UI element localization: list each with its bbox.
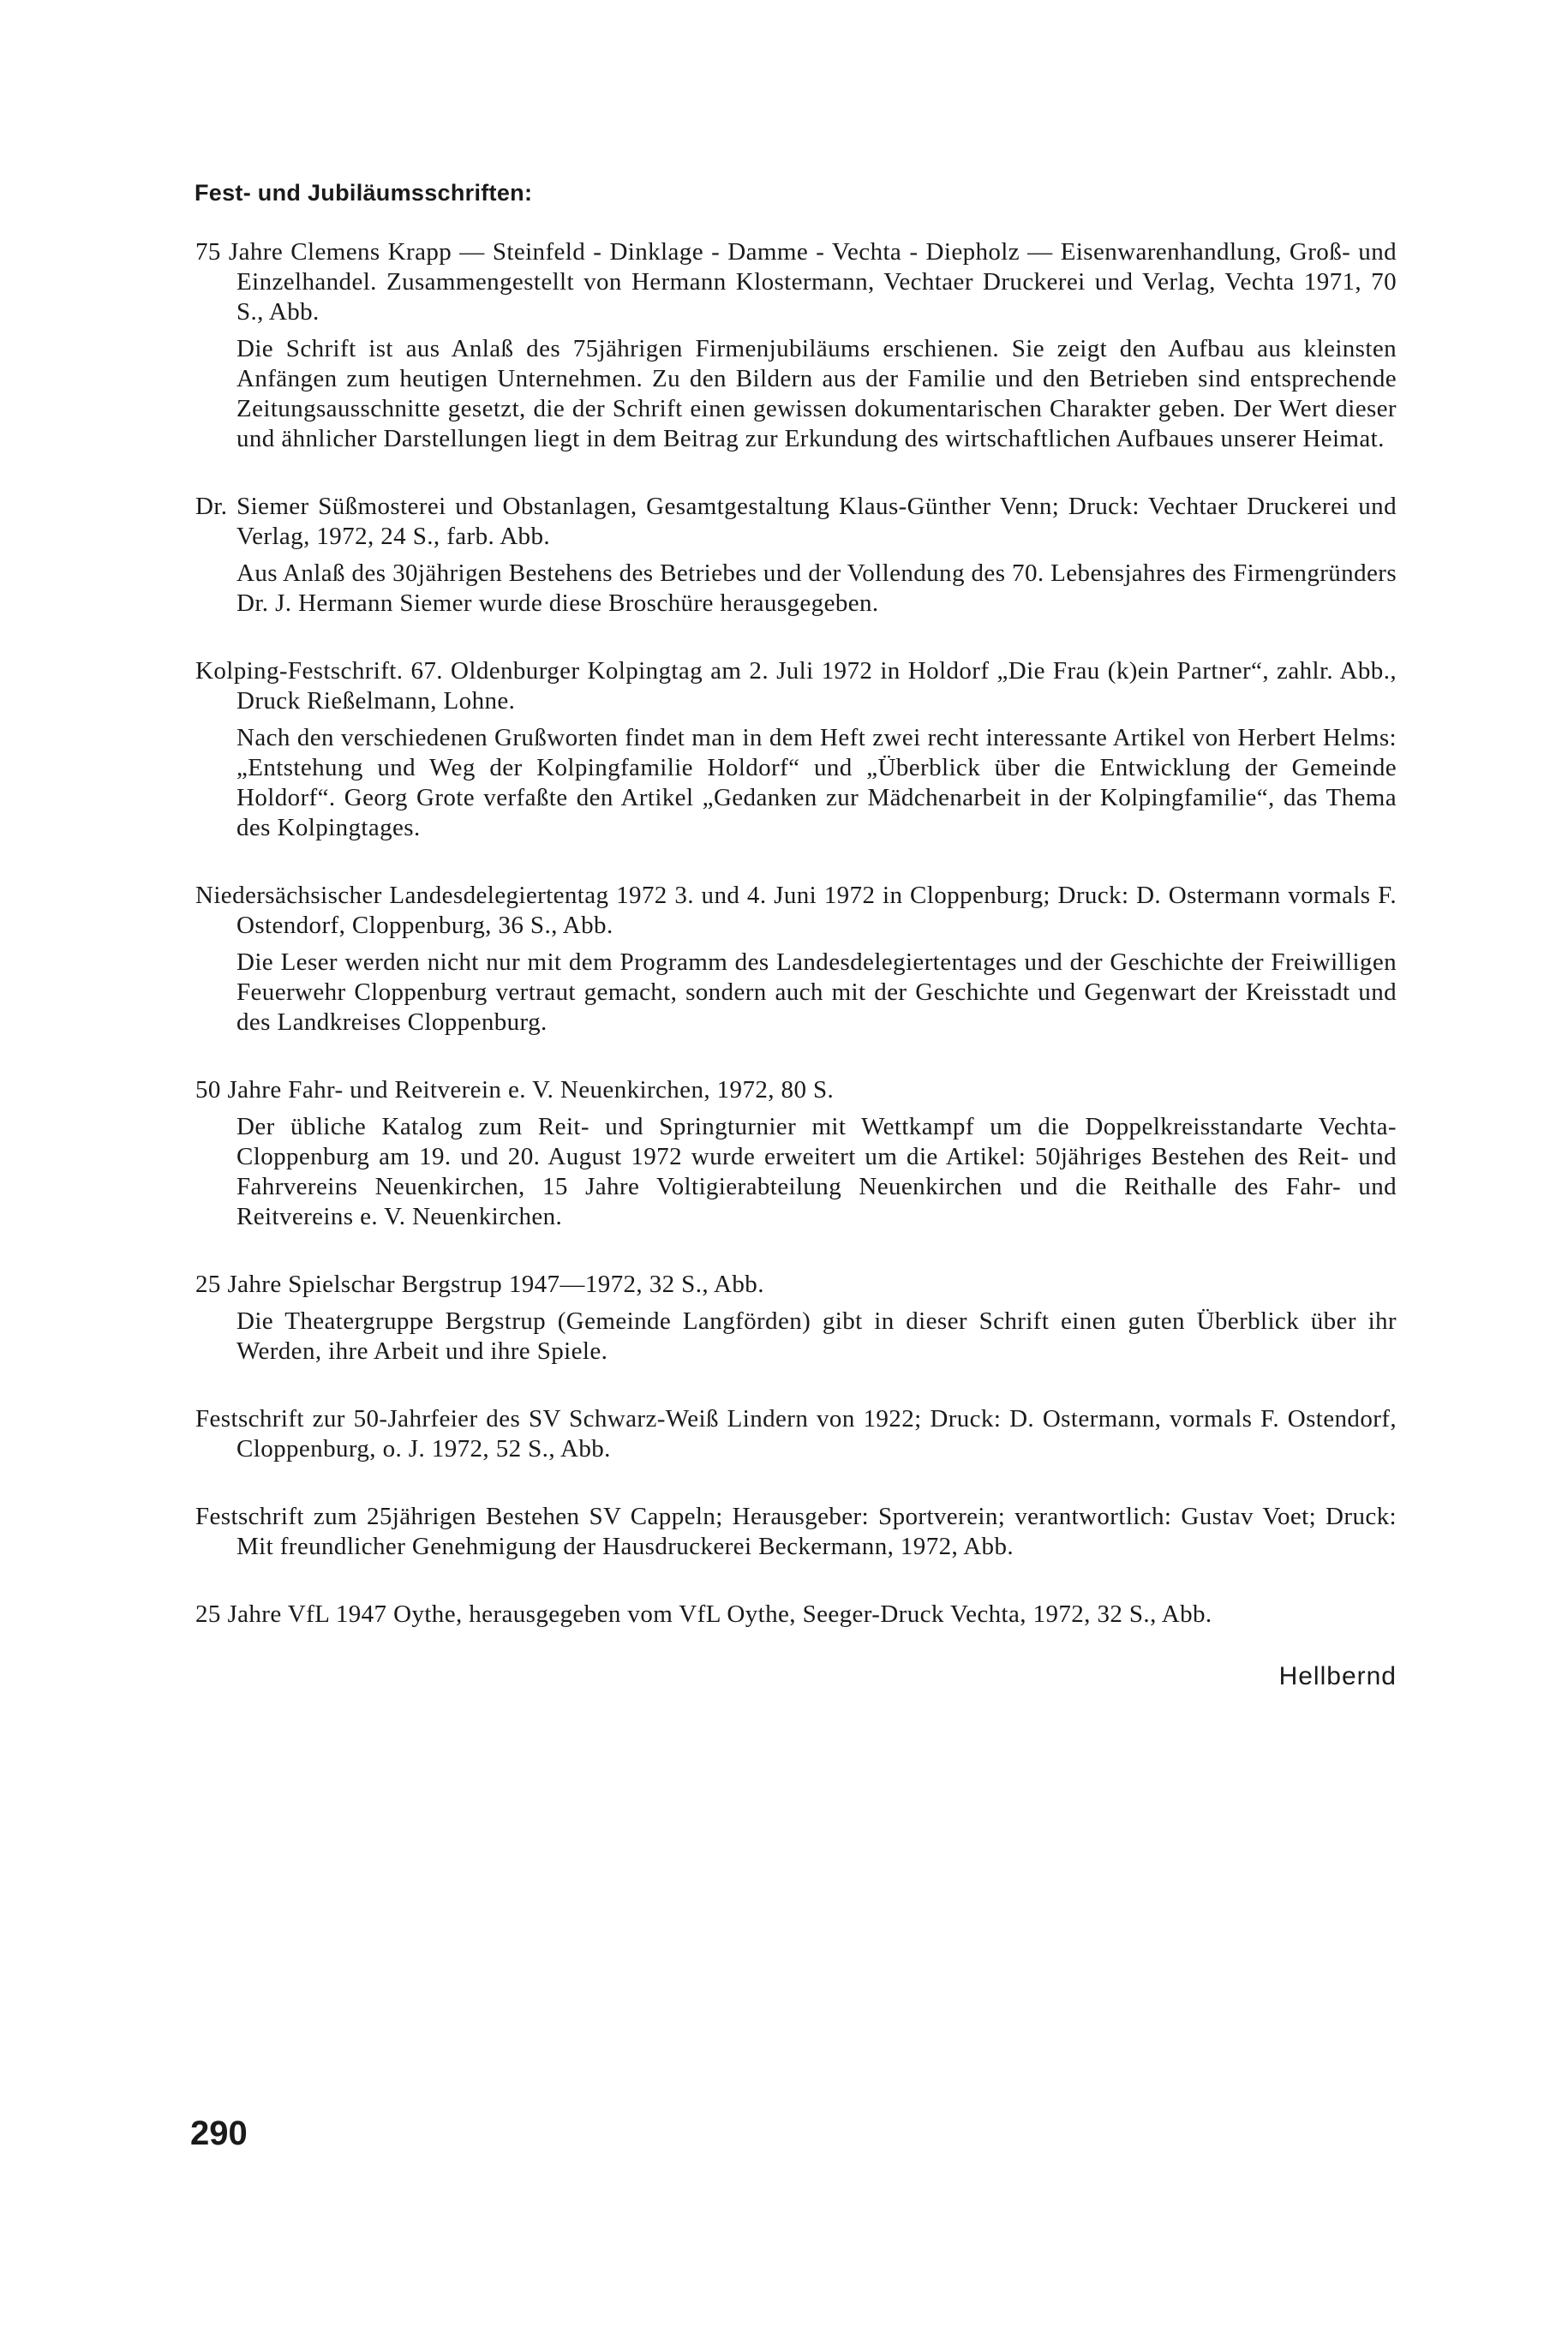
section-heading: Fest- und Jubiläumsschriften:	[195, 180, 533, 206]
entry-reference: 25 Jahre Spielschar Bergstrup 1947—1972, 32 S., Abb.	[195, 1271, 764, 1298]
page-body	[195, 180, 1397, 1691]
entry-reference: Kolping-Festschrift. 67. Oldenburger Kolpingtag am 2. Juli 1972 in Holdorf „Die Frau (k)ein Partner“, zahlr. Abb., Druck Rießelmann, Lohne.	[195, 657, 1397, 715]
entry-reference: Festschrift zum 25jährigen Bestehen SV Cappeln; Herausgeber: Sportverein; verantwortlich: Gustav Voet; Druck: Mit freundlicher Genehmigung der Hausdruckerei Beckermann, 1972, Abb.	[195, 1503, 1397, 1560]
entry-reitverein	[195, 1075, 1397, 1232]
entry-description: Aus Anlaß des 30jährigen Bestehens des Betriebes und der Vollendung des 70. Lebensjahres des Firmengründers Dr. J. Hermann Siemer wurde diese Broschüre herausgegeben.	[236, 559, 1397, 617]
entry-description: Die Leser werden nicht nur mit dem Programm des Landesdelegiertentages und der Geschichte der Freiwilligen Feuerwehr Cloppenburg vertraut gemacht, sondern auch mit der Geschichte und Gegenwart der Kreisstadt und des Landkreises Cloppenburg.	[236, 948, 1397, 1036]
entry-krapp	[195, 237, 1397, 454]
entry-description: Die Schrift ist aus Anlaß des 75jährigen Firmenjubiläums erschienen. Sie zeigt den Aufbau aus kleinsten Anfängen zum heutigen Unternehmen. Zu den Bildern aus der Familie und den Betrieben sind entsprechende Zeitungsausschnitte gesetzt, die der Schrift einen gewissen dokumentarischen Charakter geben. Der Wert dieser und ähnlicher Darstellungen liegt in dem Beitrag zur Erkundung des wirtschaftlichen Aufbaues unserer Heimat.	[236, 335, 1397, 452]
entry-siemer	[195, 492, 1397, 619]
entry-landesdelegiertentag	[195, 881, 1397, 1038]
entry-reference: Festschrift zur 50-Jahrfeier des SV Schwarz-Weiß Lindern von 1922; Druck: D. Ostermann, vormals F. Ostendorf, Cloppenburg, o. J. 1972, 52 S., Abb.	[195, 1405, 1397, 1463]
entry-spielschar	[195, 1270, 1397, 1367]
entry-kolping	[195, 656, 1397, 843]
author-signature: Hellbernd	[1278, 1662, 1397, 1690]
entry-reference: 25 Jahre VfL 1947 Oythe, herausgegeben vom VfL Oythe, Seeger-Druck Vechta, 1972, 32 S., Abb.	[195, 1600, 1212, 1628]
entry-vfl-oythe	[195, 1600, 1397, 1630]
entry-sv-lindern	[195, 1404, 1397, 1464]
entry-reference: 75 Jahre Clemens Krapp — Steinfeld - Dinklage - Damme - Vechta - Diepholz — Eisenwarenhandlung, Groß- und Einzelhandel. Zusammengestellt von Hermann Klostermann, Vechtaer Druckerei und Verlag, Vechta 1971, 70 S., Abb.	[195, 238, 1397, 326]
page-number: 290	[190, 2115, 248, 2152]
entry-reference: 50 Jahre Fahr- und Reitverein e. V. Neuenkirchen, 1972, 80 S.	[195, 1076, 835, 1104]
entry-description: Nach den verschiedenen Grußworten findet man in dem Heft zwei recht interessante Artikel von Herbert Helms: „Entstehung und Weg der Kolpingfamilie Holdorf“ und „Überblick über die Entwicklung der Gemeinde Holdorf“. Georg Grote verfaßte den Artikel „Gedanken zur Mädchenarbeit in der Kolpingfamilie“, das Thema des Kolpingtages.	[236, 724, 1397, 841]
entry-reference: Dr. Siemer Süßmosterei und Obstanlagen, Gesamtgestaltung Klaus-Günther Venn; Druck: Vechtaer Druckerei und Verlag, 1972, 24 S., farb. Abb.	[195, 493, 1397, 550]
entry-sv-cappeln	[195, 1502, 1397, 1562]
entry-reference: Niedersächsischer Landesdelegiertentag 1972 3. und 4. Juni 1972 in Cloppenburg; Druck: D. Ostermann vormals F. Ostendorf, Cloppenburg, 36 S., Abb.	[195, 882, 1397, 939]
entry-description: Der übliche Katalog zum Reit- und Springturnier mit Wettkampf um die Doppelkreisstandarte Vechta-Cloppenburg am 19. und 20. August 1972 wurde erweitert um die Artikel: 50jähriges Bestehen des Reit- und Fahrvereins Neuenkirchen, 15 Jahre Voltigierabteilung Neuenkirchen und die Reithalle des Fahr- und Reitvereins e. V. Neuenkirchen.	[236, 1113, 1397, 1230]
entry-description: Die Theatergruppe Bergstrup (Gemeinde Langförden) gibt in dieser Schrift einen guten Überblick über ihr Werden, ihre Arbeit und ihre Spiele.	[236, 1307, 1397, 1365]
